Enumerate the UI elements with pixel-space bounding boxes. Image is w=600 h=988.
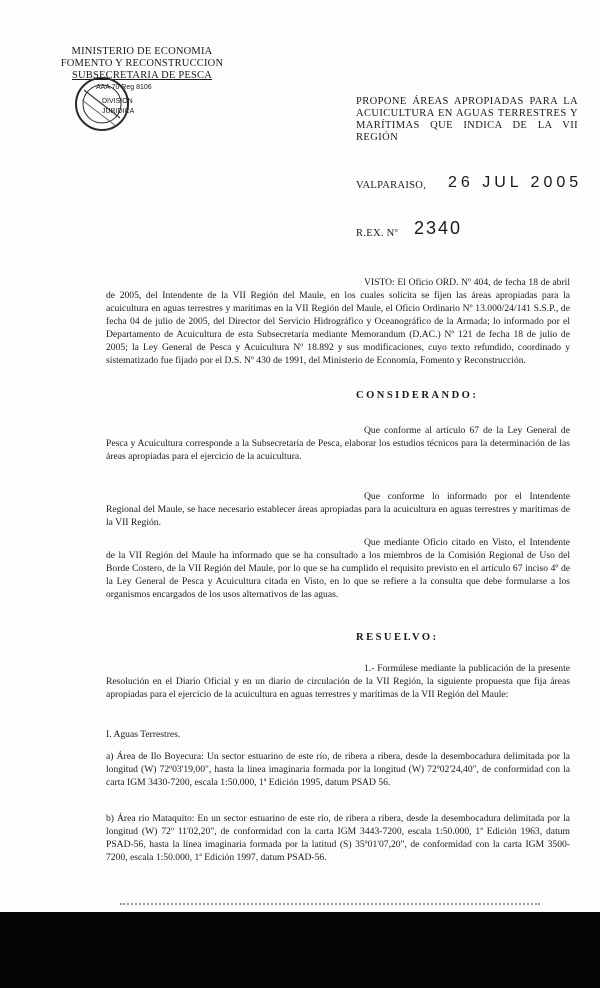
considerando-paragraph-2: Que conforme lo informado por el Intendente Regional del Maule, se hace necesario establecer áreas apropiadas para la acuicultura en aguas terrestres y marítimas de la VII Región.	[106, 491, 570, 528]
considerando-heading: CONSIDERANDO:	[356, 390, 479, 401]
item-b-paragraph: b) Área río Mataquito: En un sector estuarino de este río, de ribera a ribera, desde la desembocadura delimitada por la longitud (W) 72º 11'02,20", de conformidad con la carta IGM 3443-7200, escala 1:50.000, 1ª Edición 1963, datum PSAD-56, hasta la línea imaginaria formada por la latitud (S) 35º01'07,20", de conformidad con la carta IGM 3500-7200, escala 1:50.000, 1ª Edición 1997, datum PSAD-56.	[106, 813, 570, 863]
considerando-paragraph-3: Que mediante Oficio citado en Visto, el Intendente de la VII Región del Maule ha informado que se ha consultado a los miembros de la Comisión Regional de Uso del Borde Costero, de la VII Región del Maule, por lo que se ha cumplido el requisito previsto en el artículo 67 inciso 4º de la Ley General de Pesca y Acuicultura citada en Visto, en lo que se refiere a la consulta que debe formularse a los organismos encargados de los usos alternativos de las aguas.	[106, 537, 570, 600]
resuelvo-paragraph-1: 1.- Formúlese mediante la publicación de la presente Resolución en el Diario Oficial y en un diario de circulación de la VII Región, la siguiente propuesta que fija áreas apropiadas para el ejercicio de la acuicultura en aguas terrestres y marítimas de la VII Región del Maule:	[106, 663, 570, 700]
considerando-paragraph-1: Que conforme al artículo 67 de la Ley General de Pesca y Acuicultura corresponde a la Subsecretaría de Pesca, elaborar los estudios técnicos para la determinación de las áreas apropiadas para el ejercicio de la acuicultura.	[106, 425, 570, 462]
stamp-reference: AAA 70 Reg 8106	[96, 84, 152, 91]
stamp-juridica-label: JURIDICA	[102, 108, 135, 115]
place-label: VALPARAISO,	[356, 180, 427, 191]
date-stamp: 26 JUL 2005	[448, 174, 583, 191]
undersecretariat-name: SUBSECRETARIA DE PESCA	[71, 70, 213, 81]
stamp-division-label: DIVISION	[102, 98, 133, 105]
resolution-number: 2340	[414, 218, 463, 238]
ministry-subtitle: FOMENTO Y RECONSTRUCCION	[60, 58, 224, 69]
item-a-paragraph: a) Área de Ilo Boyecura: Un sector estuarino de este río, de ribera a ribera, desde la desembocadura delimitada por la longitud (W) 72º03'19,00", hasta la línea imaginaria formada por la longitud (W) 72º02'24,40", de conformidad con la carta IGM 3430-7200, escala 1:50.000, 1ª Edición 1995, datum PSAD 56.	[106, 751, 570, 788]
resolution-subject: PROPONE ÁREAS APROPIADAS PARA LA ACUICULTURA EN AGUAS TERRESTRES Y MARÍTIMAS QUE INDICA DE LA VII REGIÓN	[356, 96, 578, 143]
scan-black-border	[0, 912, 600, 988]
scan-noise-line	[120, 903, 540, 911]
section-heading-aguas-terrestres: I. Aguas Terrestres.	[106, 729, 181, 740]
visto-paragraph: VISTO: El Oficio ORD. Nº 404, de fecha 18 de abril de 2005, del Intendente de la VII Región del Maule, en los cuales solicita se fijen las áreas apropiadas para la acuicultura en aguas terrestres y marítimas en la VII Región del Maule, el Oficio Ordinario Nº 13.000/24/141 S.S.P., de fecha 04 de julio de 2005, del Director del Servicio Hidrográfico y Oceanográfico de la Armada; lo informado por el Departamento de Acuicultura de esta Subsecretaría mediante Memorandum (D.AC.) Nº 121 de fecha 18 de julio de 2005; la Ley General de Pesca y Acuicultura Nº 18.892 y sus modificaciones, cuyo texto refundido, coordinado y sistematizado fue fijado por el D.S. Nº 430 de 1991, del Ministerio de Economía, Fomento y Reconstrucción.	[106, 277, 570, 366]
resolution-number-label: R.EX. Nº	[356, 228, 399, 239]
resuelvo-heading: RESUELVO:	[356, 632, 439, 643]
ministry-name: MINISTERIO DE ECONOMIA	[71, 46, 213, 57]
